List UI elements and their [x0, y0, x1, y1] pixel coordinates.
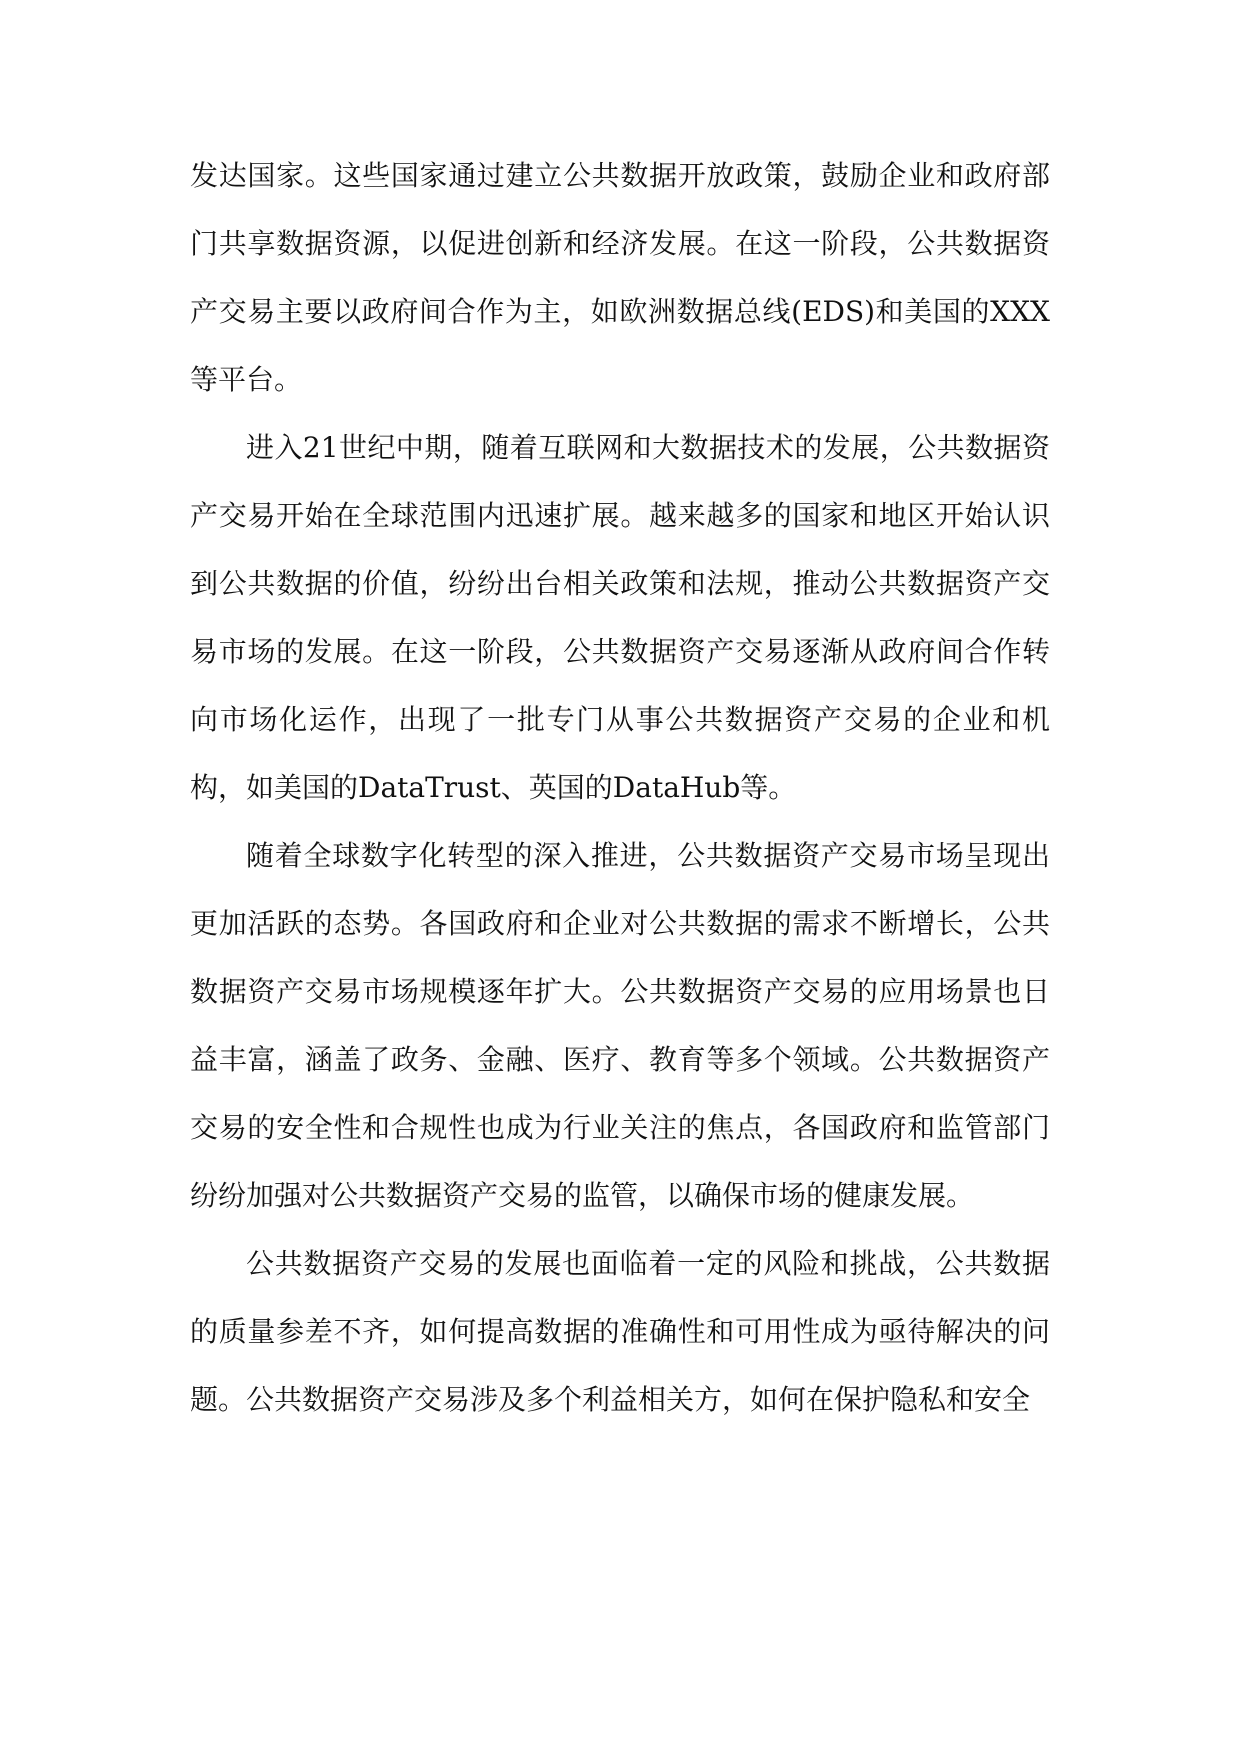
paragraph-2: 进入21世纪中期，随着互联网和大数据技术的发展，公共数据资产交易开始在全球范围内迅速扩展。越来越多的国家和地区开始认识到公共数据的价值，纷纷出台相关政策和法规，推动公共数据资产交易市场的发展。在这一阶段，公共数据资产交易逐渐从政府间合作转向市场化运作，出现了一批专门从事公共数据资产交易的企业和机构，如美国的DataTrust、英国的DataHub等。 — [190, 431, 1050, 804]
paragraph-1: 发达国家。这些国家通过建立公共数据开放政策，鼓励企业和政府部门共享数据资源，以促进创新和经济发展。在这一阶段，公共数据资产交易主要以政府间合作为主，如欧洲数据总线(EDS)和美国的XXX等平台。 — [190, 159, 1050, 396]
paragraph-3: 随着全球数字化转型的深入推进，公共数据资产交易市场呈现出更加活跃的态势。各国政府和企业对公共数据的需求不断增长，公共数据资产交易市场规模逐年扩大。公共数据资产交易的应用场景也日益丰富，涵盖了政务、金融、医疗、教育等多个领域。公共数据资产交易的安全性和合规性也成为行业关注的焦点，各国政府和监管部门纷纷加强对公共数据资产交易的监管，以确保市场的健康发展。 — [190, 839, 1050, 1212]
paragraph-4: 公共数据资产交易的发展也面临着一定的风险和挑战，公共数据的质量参差不齐，如何提高数据的准确性和可用性成为亟待解决的问题。公共数据资产交易涉及多个利益相关方，如何在保护隐私和安全 — [190, 1247, 1050, 1416]
body-text — [190, 142, 1050, 1434]
